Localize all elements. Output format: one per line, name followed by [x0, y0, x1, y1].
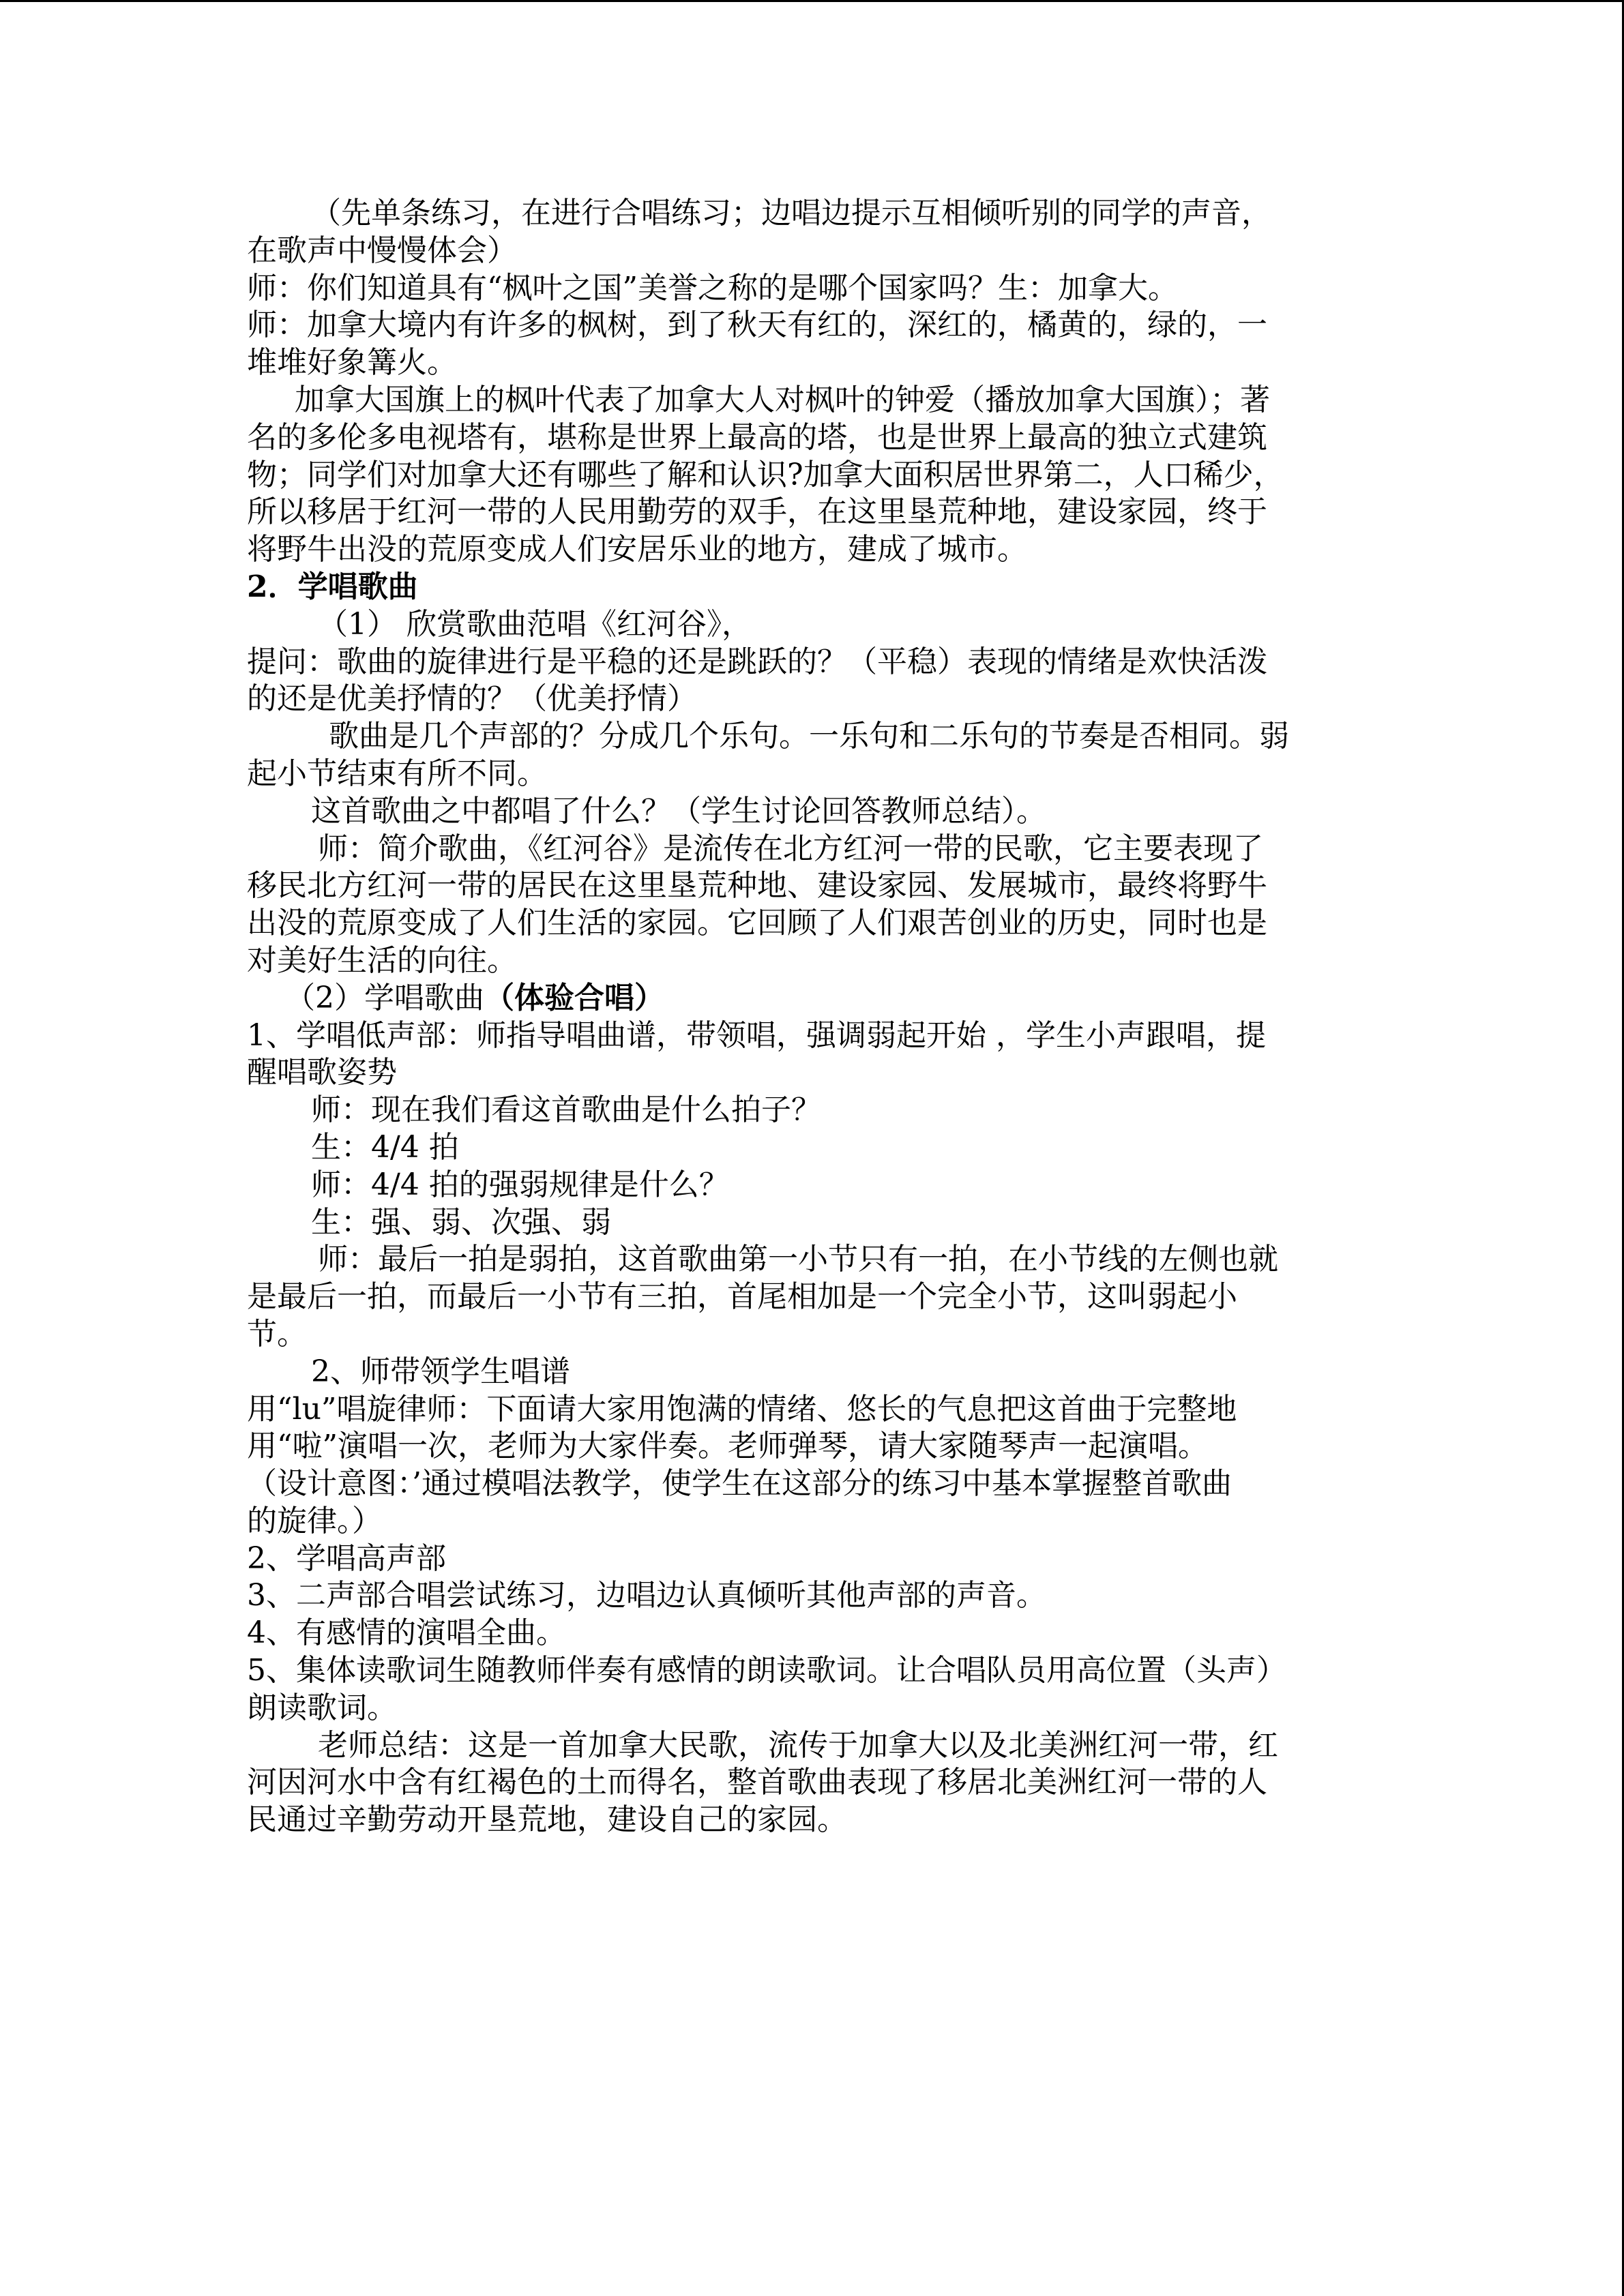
text-line [247, 1316, 1379, 1354]
paragraph [247, 1727, 1379, 1839]
line-text: 堆堆好象篝火。 [247, 345, 457, 381]
line-text: 名的多伦多电视塔有，堪称是世界上最高的塔，也是世界上最高的独立式建筑 [247, 419, 1267, 455]
text-line [247, 793, 1379, 831]
line-text: 醒唱歌姿势 [247, 1055, 397, 1090]
line-text: 3、二声部合唱尝试练习，边唱边认真倾听其他声部的声音。 [247, 1578, 1046, 1613]
text-line [247, 195, 1379, 233]
paragraph [247, 644, 1379, 719]
text-line [247, 1354, 1379, 1391]
text-line [247, 1802, 1379, 1839]
text-line [247, 1690, 1379, 1727]
paragraph [247, 382, 1379, 569]
paragraph [247, 1577, 1379, 1615]
line-text: 对美好生活的向往。 [247, 942, 517, 978]
line-text: （2）学唱歌曲 [285, 980, 484, 1015]
line-text: 提问：歌曲的旋律进行是平稳的还是跳跃的？（平稳）表现的情绪是欢快活泼 [247, 644, 1267, 679]
text-line [247, 1391, 1379, 1429]
text-line [247, 905, 1379, 942]
text-line [247, 1054, 1379, 1092]
line-text: （先单条练习，在进行合唱练习；边唱边提示互相倾听别的同学的声音， [311, 196, 1271, 230]
text-line [247, 1652, 1379, 1690]
text-line [247, 1204, 1379, 1242]
paragraph [247, 195, 1379, 270]
text-line [247, 1540, 1379, 1578]
line-text: 5、集体读歌词生随教师伴奏有感情的朗读歌词。让合唱队员用高位置（头声） [247, 1653, 1286, 1688]
line-text: 2、学唱高声部 [247, 1540, 446, 1576]
text-line [247, 1279, 1379, 1316]
text-line [247, 457, 1379, 494]
text-line [247, 1577, 1379, 1615]
paragraph [247, 1092, 1379, 1129]
text-line [247, 718, 1379, 756]
line-text: 节。 [247, 1316, 307, 1352]
text-line [247, 980, 1379, 1017]
text-line [247, 756, 1379, 793]
text-line [247, 606, 1379, 644]
line-text: 用“啦”演唱一次，老师为大家伴奏。老师弹琴，请大家随琴声一起演唱。 [247, 1429, 1208, 1464]
line-text: （设计意图：’通过模唱法教学，使学生在这部分的练习中基本掌握整首歌曲 [247, 1466, 1232, 1502]
paragraph [247, 1652, 1379, 1727]
line-text: 出没的荒原变成了人们生活的家园。它回顾了人们艰苦创业的历史，同时也是 [247, 906, 1267, 941]
paragraph [247, 1167, 1379, 1204]
text-line [247, 1615, 1379, 1652]
text-line [247, 681, 1379, 718]
line-text: 物；同学们对加拿大还有哪些了解和认识?加拿大面积居世界第二，人口稀少， [247, 457, 1284, 492]
line-text: 歌曲是几个声部的？分成几个乐句。一乐句和二乐句的节奏是否相同。弱 [329, 719, 1289, 754]
text-line [247, 1092, 1379, 1129]
paragraph [247, 1465, 1379, 1540]
document-body [247, 195, 1379, 1839]
text-line [247, 1241, 1379, 1279]
line-text: 师：4/4 拍的强弱规律是什么？ [311, 1167, 729, 1202]
paragraph [247, 307, 1379, 382]
text-line [247, 382, 1379, 419]
text-line [247, 270, 1379, 308]
text-line [247, 233, 1379, 270]
text-line [247, 1017, 1379, 1055]
line-text: 将野牛出没的荒原变成人们安居乐业的地方，建成了城市。 [247, 532, 1027, 567]
line-text: 1、学唱低声部：师指导唱曲谱，带领唱，强调弱起开始 ，学生小声跟唱，提 [247, 1017, 1266, 1053]
text-line [247, 831, 1379, 868]
line-text: 师：现在我们看这首歌曲是什么拍子？ [311, 1092, 821, 1128]
paragraph [247, 270, 1379, 308]
line-text: 师：加拿大境内有许多的枫树，到了秋天有红的，深红的，橘黄的，绿的，一 [247, 308, 1267, 343]
paragraph [247, 1354, 1379, 1391]
line-text: 朗读歌词。 [247, 1690, 397, 1725]
paragraph [247, 718, 1379, 793]
line-text: 移民北方红河一带的居民在这里垦荒种地、建设家园、发展城市，最终将野牛 [247, 868, 1267, 904]
text-line [247, 1129, 1379, 1167]
text-line [247, 531, 1379, 569]
line-text: 民通过辛勤劳动开垦荒地，建设自己的家园。 [247, 1802, 847, 1838]
line-text: 加拿大国旗上的枫叶代表了加拿大人对枫叶的钟爱（播放加拿大国旗）；著 [295, 382, 1270, 417]
paragraph [247, 1241, 1379, 1353]
paragraph [247, 606, 1379, 644]
paragraph [247, 980, 1379, 1017]
paragraph [247, 1540, 1379, 1578]
paragraph [247, 1615, 1379, 1652]
line-text: 师：你们知道具有“枫叶之国”美誉之称的是哪个国家吗？生：加拿大。 [247, 270, 1178, 305]
line-text: 河因河水中含有红褐色的土而得名，整首歌曲表现了移居北美洲红河一带的人 [247, 1765, 1267, 1800]
line-text: 的还是优美抒情的？（优美抒情） [247, 681, 697, 717]
paragraph [247, 793, 1379, 831]
paragraph [247, 1017, 1379, 1092]
text-line [247, 1503, 1379, 1540]
text-line [247, 1764, 1379, 1802]
paragraph [247, 831, 1379, 980]
text-line [247, 494, 1379, 531]
text-line [247, 307, 1379, 344]
paragraph [247, 1204, 1379, 1242]
line-text: 这首歌曲之中都唱了什么？（学生讨论回答教师总结）。 [311, 793, 1046, 829]
line-text: 是最后一拍，而最后一小节有三拍，首尾相加是一个完全小节，这叫弱起小 [247, 1279, 1237, 1315]
line-text: 4、有感情的演唱全曲。 [247, 1615, 566, 1651]
line-text: 的旋律。） [247, 1503, 382, 1538]
paragraph [247, 1129, 1379, 1167]
line-text: 在歌声中慢慢体会） [247, 233, 517, 268]
line-text: 生：4/4 拍 [311, 1129, 459, 1165]
text-line [247, 1727, 1379, 1765]
paragraph [247, 1391, 1379, 1466]
text-line [247, 644, 1379, 681]
paragraph [247, 569, 1379, 606]
text-line [247, 344, 1379, 382]
line-text: 师：简介歌曲，《红河谷》是流传在北方红河一带的民歌，它主要表现了 [318, 831, 1263, 866]
text-line [247, 1465, 1379, 1503]
line-text: 起小节结束有所不同。 [247, 756, 547, 791]
text-line [247, 867, 1379, 905]
line-text: 2、师带领学生唱谱 [311, 1354, 570, 1389]
line-text: 师：最后一拍是弱拍，这首歌曲第一小节只有一拍，在小节线的左侧也就 [318, 1242, 1278, 1277]
text-line [247, 419, 1379, 457]
line-text: （1） 欣赏歌曲范唱《红河谷》， [318, 606, 752, 642]
line-text: 所以移居于红河一带的人民用勤劳的双手，在这里垦荒种地，建设家园，终于 [247, 494, 1267, 530]
line-text: 生：强、弱、次强、弱 [311, 1204, 611, 1240]
text-line [247, 942, 1379, 980]
line-text: 用“lu”唱旋律师：下面请大家用饱满的情绪、悠长的气息把这首曲于完整地 [247, 1391, 1237, 1427]
bold-suffix: （体验合唱） [484, 980, 664, 1015]
text-line [247, 1428, 1379, 1465]
line-text: 老师总结：这是一首加拿大民歌，流传于加拿大以及北美洲红河一带，红 [318, 1727, 1278, 1763]
line-text: 2．学唱歌曲 [247, 569, 418, 604]
text-line [247, 1167, 1379, 1204]
text-line [247, 569, 1379, 606]
